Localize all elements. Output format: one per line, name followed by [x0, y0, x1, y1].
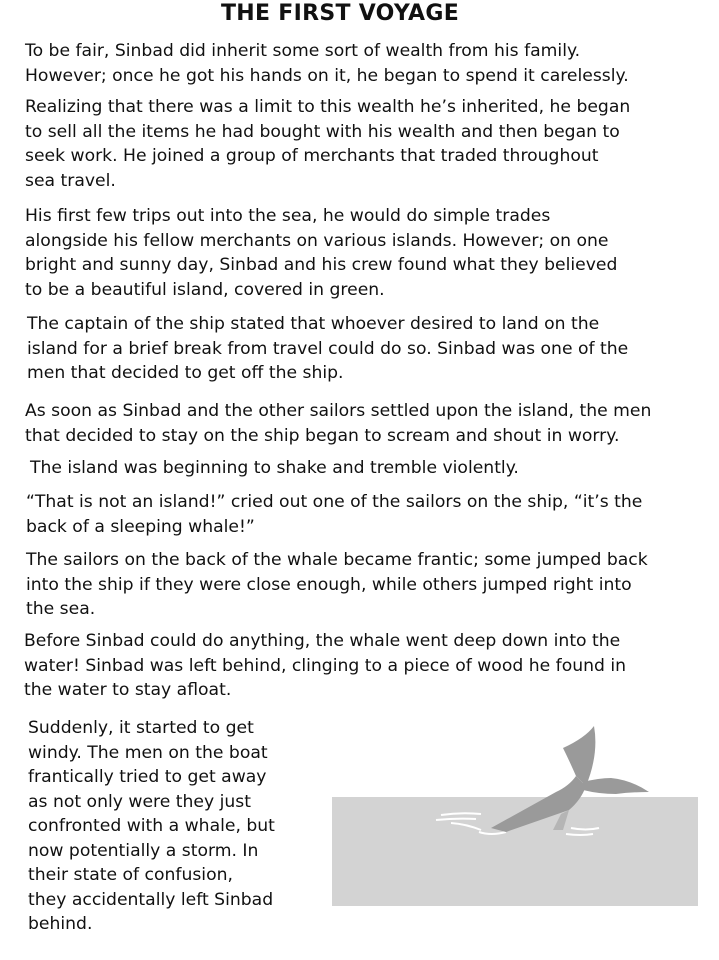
text-line: alongside his fellow merchants on various islands. However; on one [25, 230, 609, 251]
text-line: that decided to stay on the ship began to scream and shout in worry. [25, 425, 620, 446]
text-line: into the ship if they were close enough, while others jumped right into [26, 574, 632, 595]
text-line: Suddenly, it started to get [28, 718, 254, 738]
text-line: The island was beginning to shake and tremble violently. [30, 458, 519, 478]
text-line: island for a brief break from travel could do so. Sinbad was one of the [27, 338, 629, 359]
text-line: “That is not an island!” cried out one of the sailors on the ship, “it’s the [26, 492, 643, 512]
text-line: sea travel. [25, 170, 116, 191]
paragraph-not-island [26, 490, 642, 539]
text-line: Before Sinbad could do anything, the whale went deep down into the [24, 631, 621, 651]
text-line: windy. The men on the boat [28, 742, 268, 763]
text-line: Realizing that there was a limit to this wealth he’s inherited, he began [25, 97, 631, 117]
text-line: back of a sleeping whale!” [26, 516, 255, 537]
text-line: men that decided to get off the ship. [27, 363, 344, 383]
paragraph-settled [25, 399, 651, 448]
text-line: to sell all the items he had bought with his wealth and then began to [25, 121, 620, 142]
text-line: the sea. [26, 599, 96, 619]
text-line: the water to stay afloat. [24, 680, 232, 700]
text-line: As soon as Sinbad and the other sailors settled upon the island, the men [25, 401, 652, 421]
splash [566, 834, 593, 835]
whale-fluke-left [563, 726, 595, 786]
paragraph-first-trips [25, 204, 617, 302]
whale-tail-illustration [331, 718, 699, 908]
text-line: bright and sunny day, Sinbad and his crew found what they believed [25, 255, 618, 275]
sea-surface [332, 797, 698, 906]
paragraph-seek-work [25, 95, 630, 193]
paragraph-frantic [26, 548, 648, 622]
whale-fluke-right [583, 778, 649, 794]
text-line: behind. [28, 914, 93, 934]
text-line: The sailors on the back of the whale became frantic; some jumped back [26, 550, 648, 570]
text-line: as not only were they just [28, 791, 251, 812]
text-line: To be fair, Sinbad did inherit some sort of wealth from his family. [25, 41, 581, 61]
text-line: their state of confusion, [28, 865, 233, 885]
text-line: However; once he got his hands on it, he began to spend it carelessly. [25, 65, 629, 86]
paragraph-shake [30, 456, 519, 481]
text-line: they accidentally left Sinbad [28, 889, 274, 910]
text-line: frantically tried to get away [28, 767, 267, 787]
page-title: THE FIRST VOYAGE [220, 1, 460, 26]
text-line: The captain of the ship stated that whoever desired to land on the [27, 314, 600, 334]
text-line: His first few trips out into the sea, he would do simple trades [25, 206, 551, 226]
text-line: seek work. He joined a group of merchants that traded throughout [25, 146, 599, 166]
text-line: water! Sinbad was left behind, clinging to a piece of wood he found in [24, 655, 627, 676]
text-line: to be a beautiful island, covered in green. [25, 279, 385, 300]
whale-tail-icon [331, 718, 699, 908]
text-line: confronted with a whale, but [28, 816, 275, 836]
text-line: now potentially a storm. In [28, 840, 259, 861]
paragraph-left-behind [24, 629, 626, 703]
paragraph-storm [28, 716, 275, 937]
paragraph-captain [27, 312, 628, 386]
paragraph-inheritance [25, 39, 629, 88]
